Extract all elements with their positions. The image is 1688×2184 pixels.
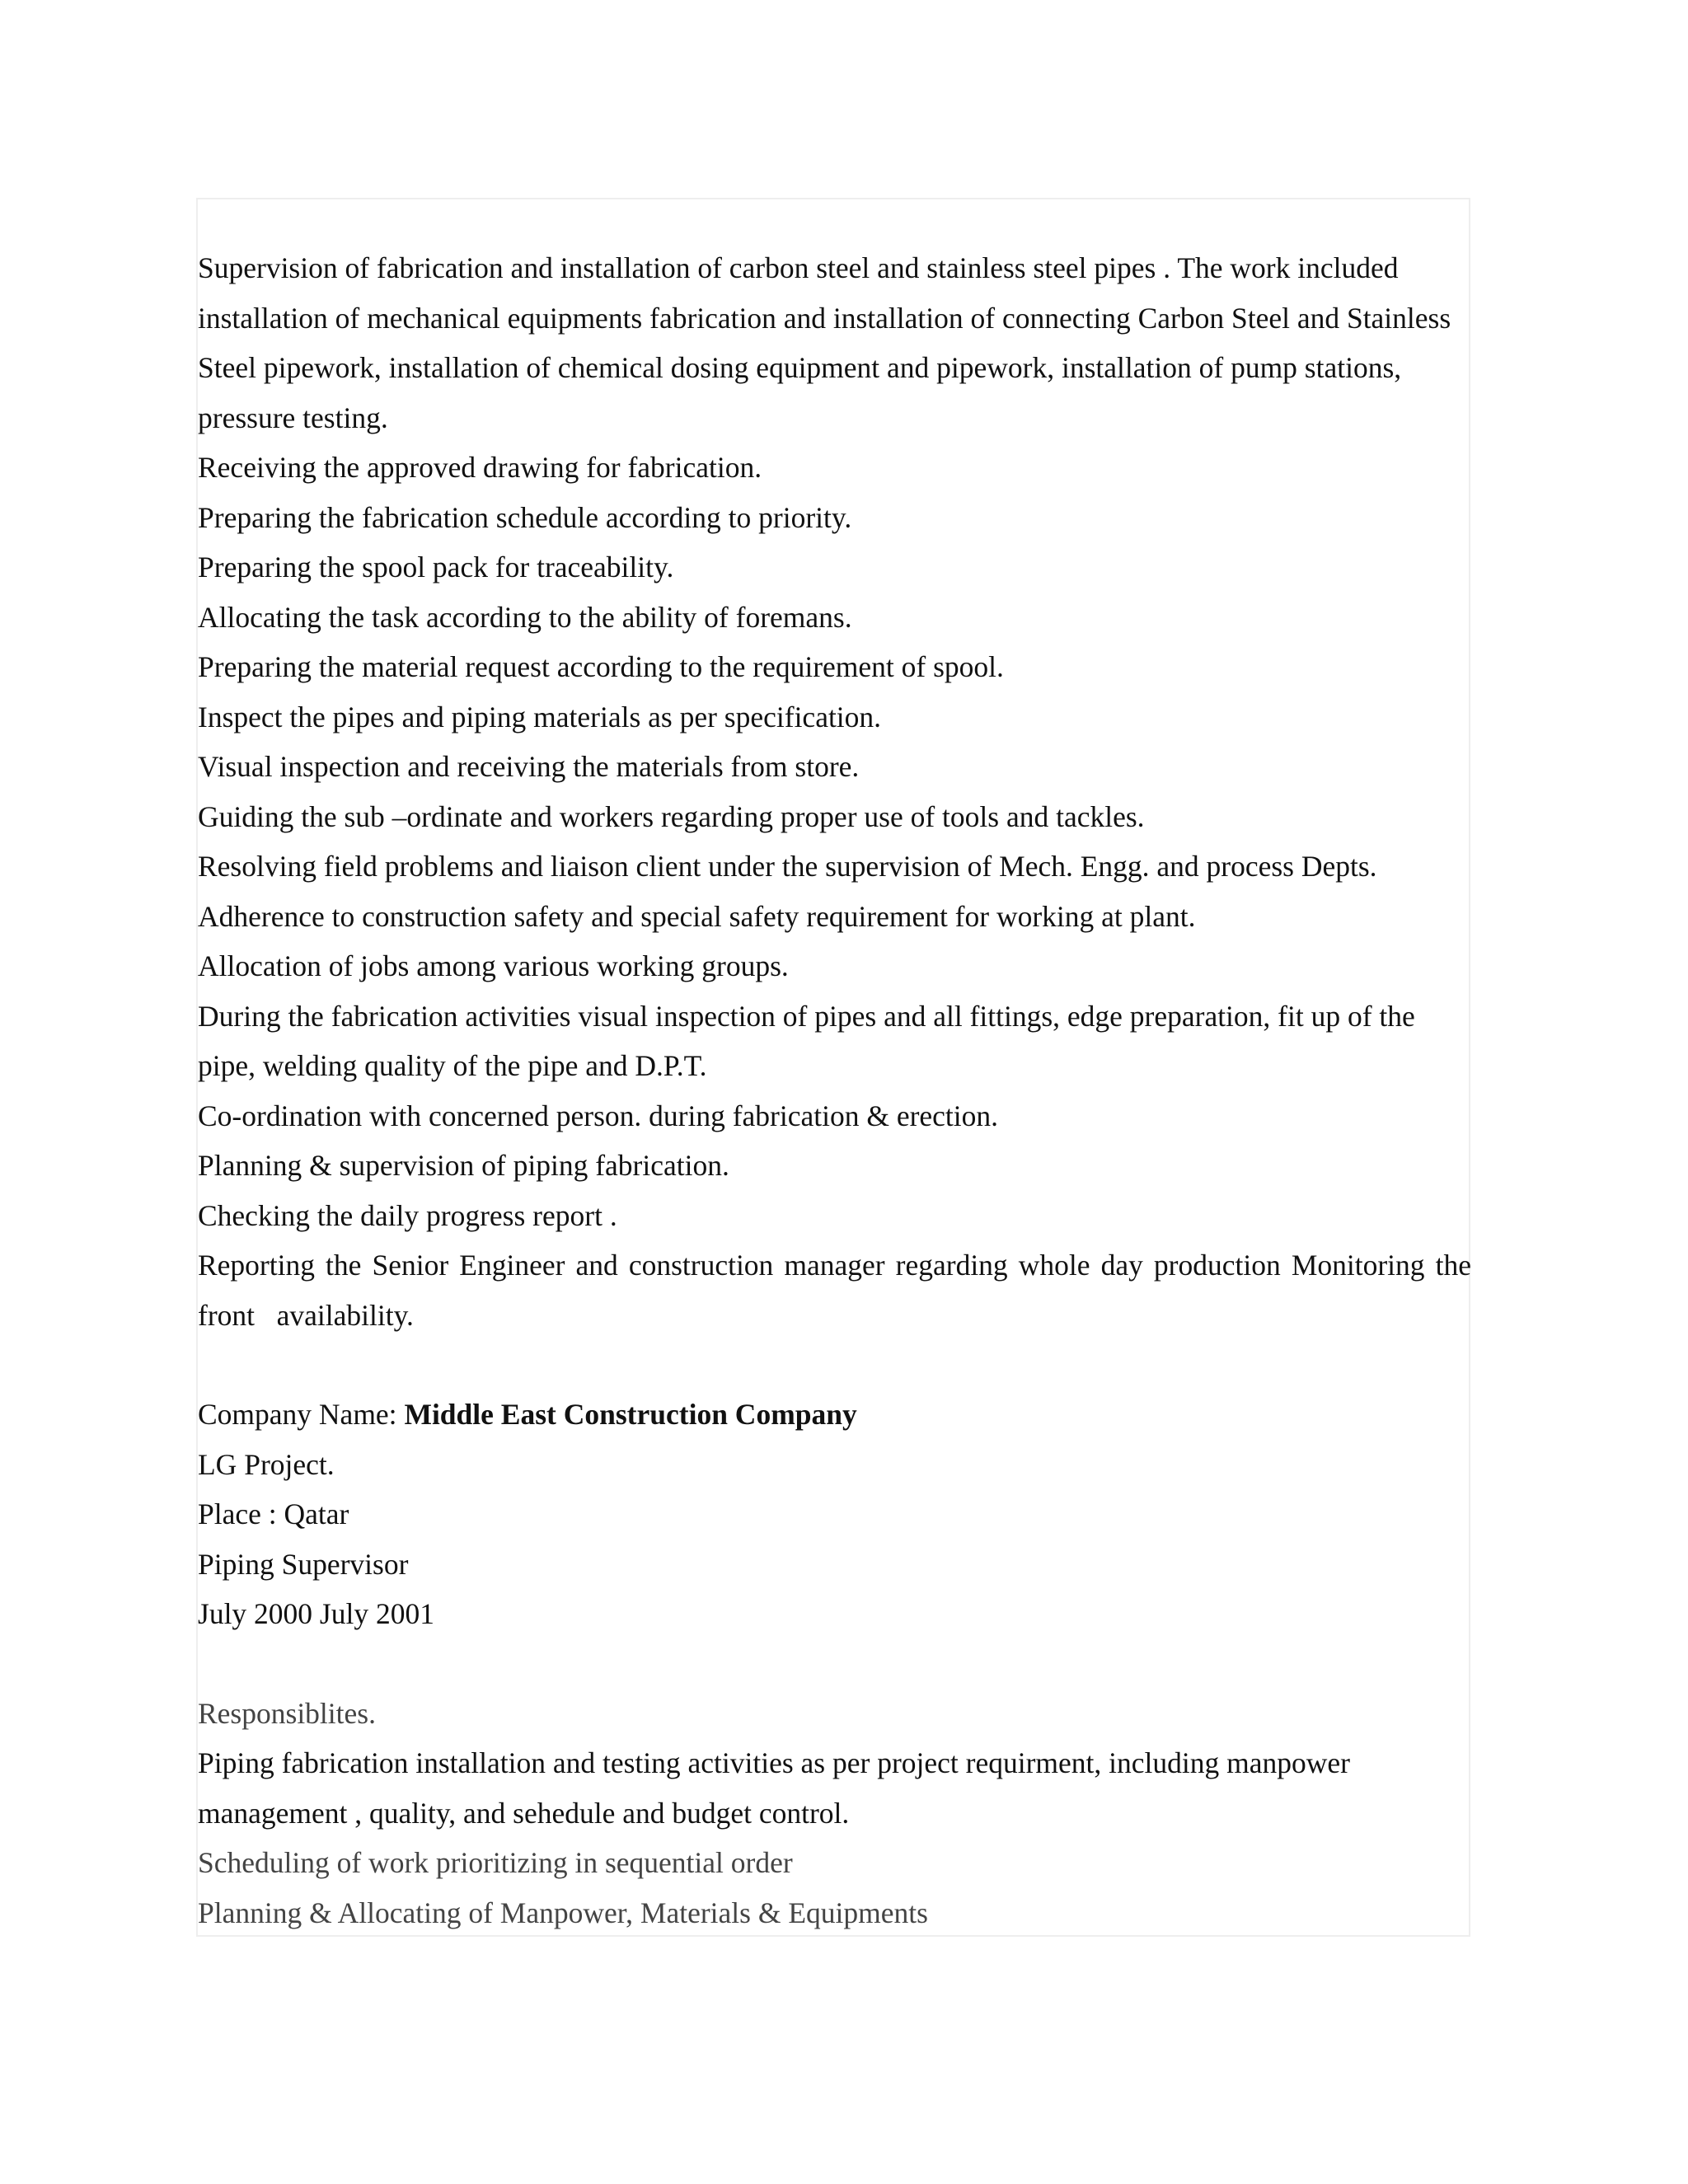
company-label: Company Name: <box>198 1398 405 1431</box>
responsibilities-heading: Responsiblites. <box>198 1696 376 1730</box>
duty-line: Preparing the spool pack for traceability. <box>198 551 674 583</box>
duty-line: front availability. <box>198 1298 414 1332</box>
responsibility-item: Planning & Allocating of Manpower, Materials & Equipments <box>198 1896 928 1929</box>
duty-line: Preparing the material request according to the requirement of spool. <box>198 650 1004 683</box>
duty-line: Allocating the task according to the ability of foremans. <box>198 600 852 634</box>
duty-line: Reporting the Senior Engineer and construction manager regarding whole day production Monitoring the <box>198 1249 1471 1282</box>
job-period: July 2000 July 2001 <box>198 1597 434 1630</box>
duty-line: Co-ordination with concerned person. during fabrication & erection. <box>198 1099 999 1132</box>
duty-line: Resolving field problems and liaison client under the supervision of Mech. Engg. and process Depts. <box>198 850 1377 883</box>
duty-line: Checking the daily progress report . <box>198 1198 617 1232</box>
duty-line: Planning & supervision of piping fabrication. <box>198 1149 729 1182</box>
company-line <box>198 1390 1471 1440</box>
duty-line: Preparing the fabrication schedule according to priority. <box>198 500 852 534</box>
duty-line: Adherence to construction safety and special safety requirement for working at plant. <box>198 899 1196 933</box>
section-spacer <box>198 1639 1471 1689</box>
project-name: LG Project. <box>198 1447 335 1481</box>
responsibility-item: Scheduling of work prioritizing in sequential order <box>198 1846 793 1879</box>
duty-line: Guiding the sub –ordinate and workers regarding proper use of tools and tackles. <box>198 799 1145 833</box>
duty-line: During the fabrication activities visual inspection of pipes and all fittings, edge preparation, fit up of the pipe, welding quality of the pipe and D.P.T. <box>198 999 1415 1082</box>
job-place: Place : Qatar <box>198 1497 349 1530</box>
intro-paragraph: Supervision of fabrication and installation of carbon steel and stainless steel pipes . The work included installation of mechanical equipments fabrication and installation of connecting Carbon Steel and Stainless Steel pipework, installation of chemical dosing equipment and pipework, installation of pump stations, pressure testing. <box>198 251 1451 434</box>
job-position: Piping Supervisor <box>198 1547 409 1581</box>
duty-line: Inspect the pipes and piping materials as per specification. <box>198 700 882 733</box>
company-name: Middle East Construction Company <box>404 1398 857 1431</box>
section-spacer <box>198 1340 1471 1390</box>
responsibilities-paragraph: Piping fabrication installation and testing activities as per project requirment, including manpower management , quality, and sehedule and budget control. <box>198 1746 1350 1830</box>
document-body <box>198 243 1471 1938</box>
duty-line: Receiving the approved drawing for fabrication. <box>198 451 762 484</box>
duty-line: Allocation of jobs among various working groups. <box>198 949 789 982</box>
duty-line: Visual inspection and receiving the materials from store. <box>198 750 860 783</box>
